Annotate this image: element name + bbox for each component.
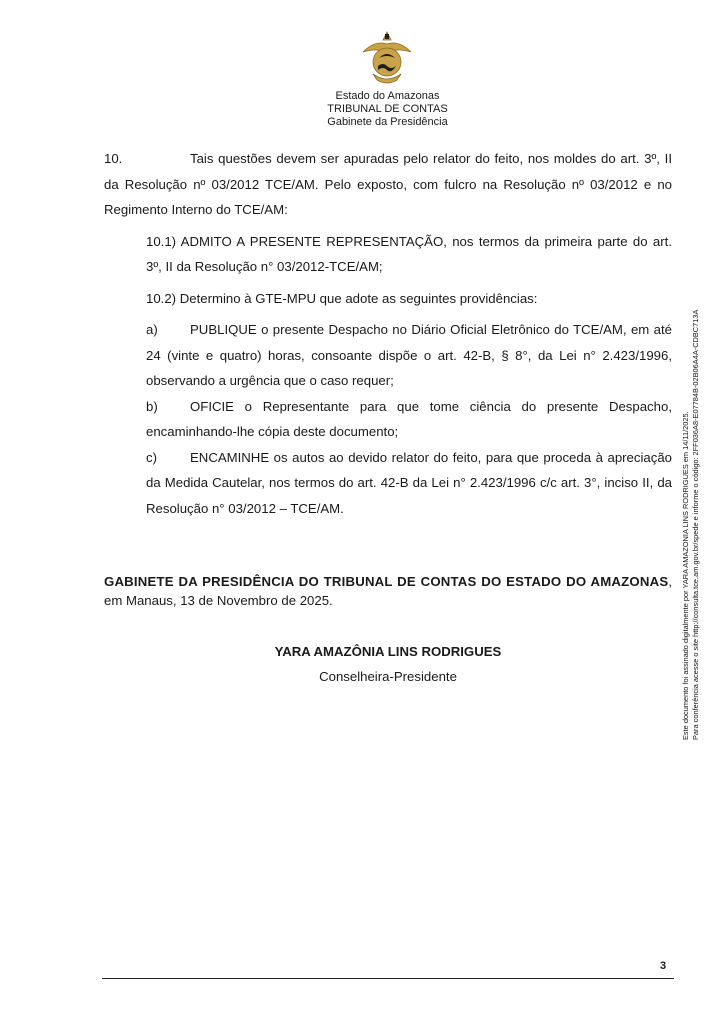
paragraph-number: 10. (104, 151, 123, 166)
list-item-text: OFICIE o Representante para que tome ciência do presente Despacho, encaminhando-lhe cópia deste documento; (146, 398, 672, 439)
closing-rest: , em Manaus, 13 de Novembro de 2025. (104, 574, 672, 608)
tce-am-emblem-icon (357, 28, 417, 86)
paragraph-10-1: 10.1) ADMITO A PRESENTE REPRESENTAÇÃO, nos termos da primeira parte do art. 3º, II da Resolução n° 03/2012-TCE/AM; (146, 233, 672, 274)
header-court: TRIBUNAL DE CONTAS (327, 103, 448, 115)
paragraph-10-2: 10.2) Determino à GTE-MPU que adote as seguintes providências: (146, 290, 538, 306)
list-item-label: c) (146, 449, 157, 465)
list-item-c (146, 445, 672, 522)
side-note-line-2: Para conferência acesse o site http://consulta.tce.am.gov.br/spede e informe o código: 2FF036A8-E07784B-02B06A4A-CDBC713A (691, 309, 700, 740)
list-item-text: ENCAMINHE os autos ao devido relator do feito, para que proceda à apreciação da Medida Cautelar, nos termos do art. 42-B da Lei n° 2.423/1996 c/c art. 3°, inciso II, da Resolução n° 03/2012 – TCE/AM. (146, 449, 672, 516)
side-note-line-1: Este documento foi assinado digitalmente por YARA AMAZONIA LINS RODRIGUES em 14/11/2025. (681, 411, 690, 740)
digital-signature-note (681, 220, 701, 740)
closing-statement (104, 572, 672, 610)
header-state: Estado do Amazonas (335, 90, 440, 102)
closing-bold: GABINETE DA PRESIDÊNCIA DO TRIBUNAL DE CONTAS DO ESTADO DO AMAZONAS (104, 574, 669, 589)
document-header (200, 90, 575, 129)
list-item-label: a) (146, 322, 158, 337)
page-number: 3 (660, 960, 667, 972)
paragraph-10 (104, 146, 672, 223)
footer-rule (102, 978, 674, 979)
signatory-role: Conselheira-Presidente (319, 669, 457, 684)
list-item-a (146, 317, 672, 394)
document-body (104, 146, 672, 521)
list-item-b (146, 394, 672, 445)
signatory-name: YARA AMAZÔNIA LINS RODRIGUES (274, 644, 502, 659)
paragraph-10-text: Tais questões devem ser apuradas pelo relator do feito, nos moldes do art. 3º, II da Resolução nº 03/2012 TCE/AM. Pelo exposto, com fulcro na Resolução nº 03/2012 e no Regimento Interno do TCE/AM: (104, 151, 672, 217)
list-item-label: b) (146, 398, 158, 414)
list-item-text: PUBLIQUE o presente Despacho no Diário Oficial Eletrônico do TCE/AM, em até 24 (vinte e quatro) horas, consoante dispõe o art. 42-B, § 8°, da Lei n° 2.423/1996, observando a urgência que o caso requer; (146, 322, 672, 388)
header-office: Gabinete da Presidência (327, 116, 448, 128)
